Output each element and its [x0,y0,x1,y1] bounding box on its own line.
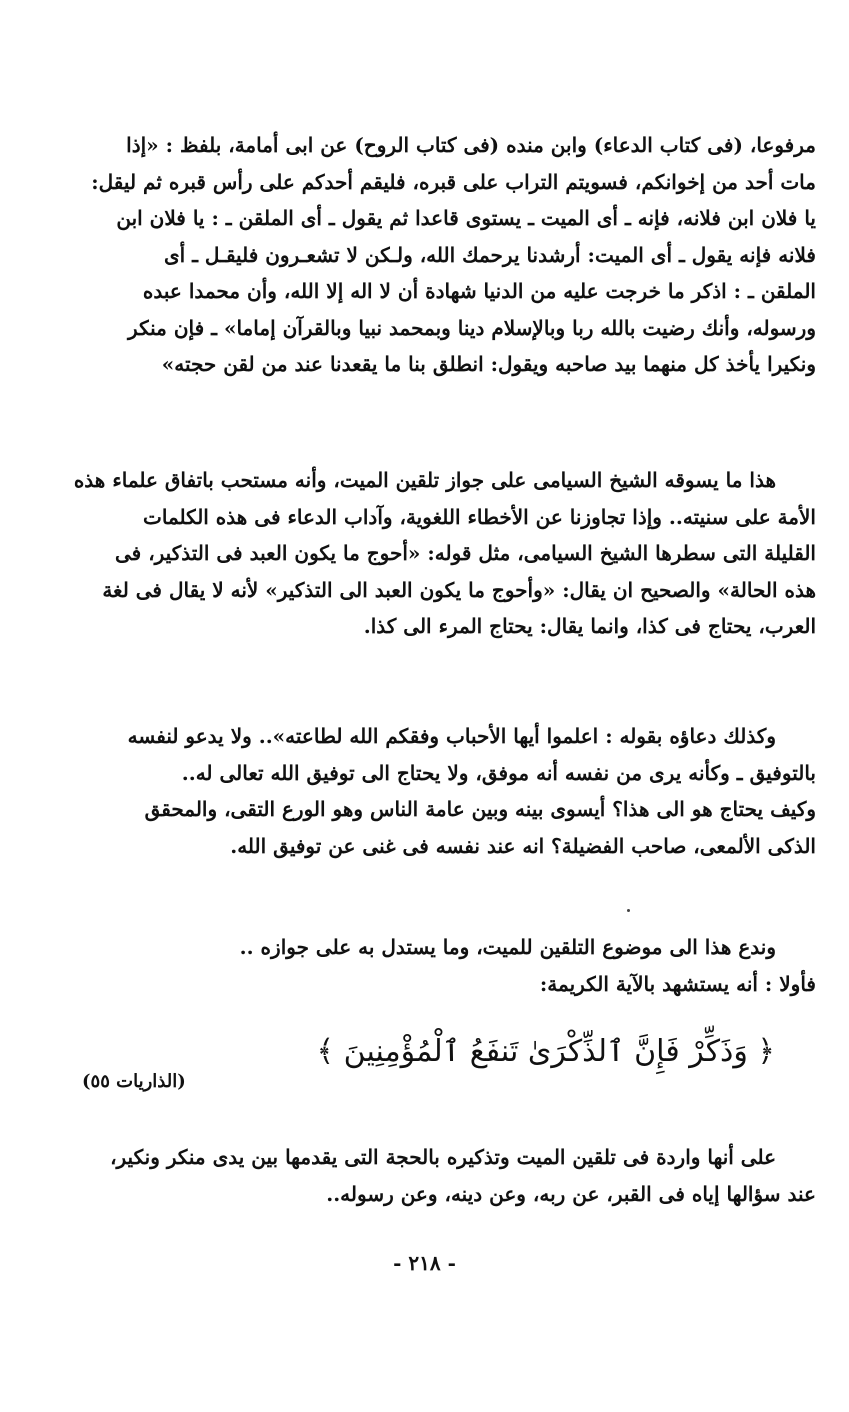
text-line: هذه الحالة» والصحيح ان يقال: «وأحوج ما يكون العبد الى التذكير» لأنه لا يقال فى لغة [102,577,816,602]
text-line: فلانه فإنه يقول ـ أى الميت: أرشدنا يرحمك الله، ولـكن لا تشعـرون فليقـل ـ أى [163,242,816,267]
print-speck [627,909,630,912]
text-line: العرب، يحتاج فى كذا، وانما يقال: يحتاج المرء الى كذا. [363,614,816,638]
paragraph-commentary [34,462,816,645]
paragraph-hadith-quote [34,127,816,383]
text-line: يا فلان ابن فلانه، فإنه ـ أى الميت ـ يستوى قاعدا ثم يقول ـ أى الملقن ـ : يا فلان ابن [116,206,816,230]
text-line: وكذلك دعاؤه بقوله : اعلموا أيها الأحباب وفقكم الله لطاعته».. ولا يدعو لنفسه [127,724,776,748]
quran-verse: ﴿ وَذَكِّرْ فَإِنَّ ٱلذِّكْرَىٰ تَنفَعُ ٱلْمُؤْمِنِينَ ﴾ [316,1034,775,1069]
text-line: مرفوعا، (فى كتاب الدعاء) وابن منده (فى كتاب الروح) عن ابى أمامة، بلفظ : «إذا [126,133,816,157]
paragraph-topic-intro [34,929,816,1002]
text-line: وندع هذا الى موضوع التلقين للميت، وما يستدل به على جوازه .. [239,935,776,959]
page-number: - ٢١٨ - [393,1251,456,1275]
text-line: على أنها واردة فى تلقين الميت وتذكيره بالحجة التى يقدمها بين يدى منكر ونكير، [110,1145,776,1169]
text-line: هذا ما يسوقه الشيخ السيامى على جواز تلقين الميت، وأنه مستحب باتفاق علماء هذه [73,468,776,492]
verse-reference: (الذاريات ٥٥) [82,1071,186,1092]
text-line: القليلة التى سطرها الشيخ السيامى، مثل قوله: «أحوج ما يكون العبد فى التذكير، فى [115,541,816,565]
text-line: وكيف يحتاج هو الى هذا؟ أيسوى بينه وبين عامة الناس وهو الورع التقى، والمحقق [144,797,816,821]
text-line: بالتوفيق ـ وكأنه يرى من نفسه أنه موفق، ولا يحتاج الى توفيق الله تعالى له.. [181,760,816,785]
paragraph-supplication-critique [34,718,816,864]
text-line: ونكيرا يأخذ كل منهما بيد صاحبه ويقول: انطلق بنا ما يقعدنا عند من لقن حجته» [161,352,816,376]
text-line: فأولا : أنه يستشهد بالآية الكريمة: [539,971,816,996]
text-line: مات أحد من إخوانكم، فسويتم التراب على قبره، فليقم أحدكم على رأس قبره ثم ليقل: [91,169,816,194]
text-line: عند سؤالها إياه فى القبر، عن ربه، وعن دينه، وعن رسوله.. [326,1181,816,1206]
text-line: الذكى الألمعى، صاحب الفضيلة؟ انه عند نفسه فى غنى عن توفيق الله. [230,833,816,858]
text-line: الأمة على سنيته.. وإذا تجاوزنا عن الأخطاء اللغوية، وآداب الدعاء فى هذه الكلمات [143,504,816,529]
text-line: الملقن ـ : اذكر ما خرجت عليه من الدنيا شهادة أن لا اله إلا الله، وأن محمدا عبده [142,279,816,303]
text-line: ورسوله، وأنك رضيت بالله ربا وبالإسلام دينا وبمحمد نبيا وبالقرآن إماما» ـ فإن منكر [128,315,816,340]
paragraph-verse-interpretation [34,1139,816,1212]
